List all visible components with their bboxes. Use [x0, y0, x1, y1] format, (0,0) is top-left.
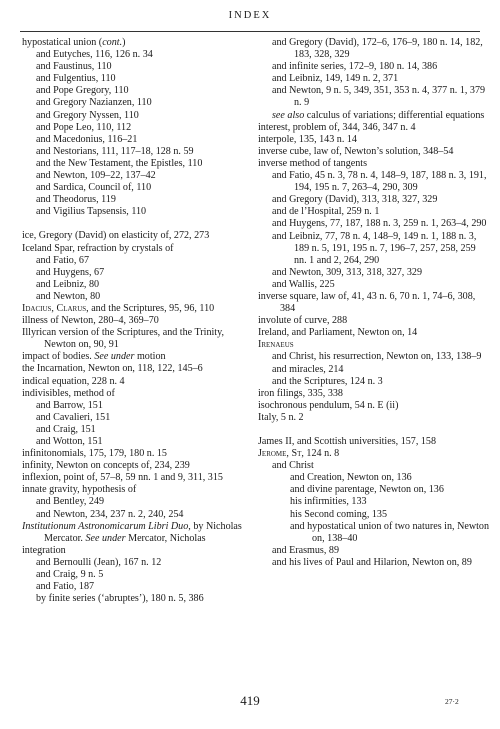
index-subentry: and Christ, his resurrection, Newton on, 133, 138–9 [272, 351, 482, 363]
index-subentry: and Creation, Newton on, 136 [290, 472, 412, 484]
index-subentry: and the New Testament, the Epistles, 110 [36, 157, 203, 169]
index-subentry: and his lives of Paul and Hilarion, Newton on, 89 [272, 556, 472, 568]
index-subentry: and Nestorians, 111, 117–18, 128 n. 59 [36, 145, 194, 157]
index-entry: interest, problem of, 344, 346, 347 n. 4 [258, 121, 416, 133]
index-subentry: his infirmities, 133 [290, 496, 367, 508]
index-entry: James II, and Scottish universities, 157, 158 [258, 436, 437, 447]
index-subentry: and infinite series, 172–9, 180 n. 14, 386 [272, 61, 438, 73]
index-entry: the Incarnation, Newton on, 118, 122, 145–6 [22, 363, 203, 375]
index-subentry: and Wotton, 151 [36, 436, 103, 447]
index-entry: innate gravity, hypothesis of [22, 484, 137, 496]
index-subentry: and Newton, 80 [36, 290, 101, 302]
index-subentry: and Barrow, 151 [36, 399, 103, 411]
index-entry: ice, Gregory (David) on elasticity of, 272, 273 [22, 230, 210, 242]
index-subentry: and Huygens, 77, 187, 188 n. 3, 259 n. 1, 263–4, 290 [272, 218, 487, 230]
index-entry: illness of Newton, 280–4, 369–70 [22, 315, 159, 327]
index-entry: integration [22, 544, 66, 556]
entry-spacer [22, 218, 254, 230]
index-subentry: and miracles, 214 [272, 363, 344, 375]
index-subentry: and Pope Gregory, 110 [36, 85, 129, 97]
index-entry: Ireland, and Parliament, Newton on, 14 [258, 327, 418, 339]
index-entry: interpole, 135, 143 n. 14 [258, 133, 357, 145]
entry-spacer [258, 424, 490, 436]
page-number: 419 [240, 693, 260, 708]
index-entry: inverse square, law of, 41, 43 n. 6, 70 n. 1, 74–6, 308, 384 [258, 290, 476, 315]
index-subentry: and Gregory Nazianzen, 110 [36, 97, 152, 109]
index-subentry: and Gregory (David), 172–6, 176–9, 180 n. 14, 182, 183, 328, 329 [272, 37, 483, 61]
index-entry: impact of bodies. See under motion [22, 351, 166, 363]
index-entry: inflexion, point of, 57–8, 59 nn. 1 and 9, 311, 315 [22, 472, 223, 484]
index-subentry: and Erasmus, 89 [272, 544, 339, 556]
index-subentry: and Craig, 9 n. 5 [36, 569, 104, 581]
index-subentry: and Macedonius, 116–21 [36, 133, 138, 145]
index-subentry: his Second coming, 135 [290, 508, 388, 520]
index-subentry: and Newton, 234, 237 n. 2, 240, 254 [36, 508, 184, 520]
index-subentry: and Christ [272, 460, 314, 472]
index-subentry: and Wallis, 225 [272, 278, 335, 290]
index-subentry: and Newton, 9 n. 5, 349, 351, 353 n. 4, 377 n. 1, 379 n. 9 [272, 85, 486, 109]
index-entry: hypostatical union (cont.) [22, 37, 126, 48]
index-entry: Idacius, Clarus, and the Scriptures, 95, 96, 110 [22, 302, 215, 314]
index-subentry: and Faustinus, 110 [36, 61, 112, 73]
index-subentry: and Cavalieri, 151 [36, 411, 111, 423]
index-subentry: and Fatio, 187 [36, 581, 95, 593]
index-entry: infinitonomials, 175, 179, 180 n. 15 [22, 448, 167, 460]
header-rule [20, 31, 480, 32]
index-subentry: and Leibniz, 77, 78 n. 4, 148–9, 149 n. 1, 188 n. 3, 189 n. 5, 191, 195 n. 7, 196–7, 257, 258, 259 nn. 1 and 2, 264, 290 [272, 230, 477, 266]
index-subentry: and Fatio, 67 [36, 254, 89, 266]
index-subentry: and the Scriptures, 124 n. 3 [272, 375, 383, 387]
index-subentry: and Leibniz, 149, 149 n. 2, 371 [272, 73, 399, 85]
index-column-right [258, 37, 490, 569]
index-entry: Institutionum Astronomicarum Libri Duo, by Nicholas Mercator. See under Mercator, Nicholas [22, 520, 242, 544]
index-entry: Italy, 5 n. 2 [258, 411, 304, 423]
index-entry: infinity, Newton on concepts of, 234, 239 [22, 460, 190, 472]
index-subentry: and Eutyches, 116, 126 n. 34 [36, 49, 153, 61]
index-subentry: and Newton, 309, 313, 318, 327, 329 [272, 266, 422, 278]
index-entry: Iceland Spar, refraction by crystals of [22, 242, 174, 254]
index-subentry: and divine parentage, Newton on, 136 [290, 484, 444, 496]
index-entry: indivisibles, method of [22, 387, 115, 399]
index-subentry: by finite series (‘abruptes’), 180 n. 5, 386 [36, 593, 204, 605]
index-subentry: and Leibniz, 80 [36, 278, 100, 290]
index-subentry: and Gregory Nyssen, 110 [36, 109, 139, 121]
index-subentry: and Fatio, 45 n. 3, 78 n. 4, 148–9, 187, 188 n. 3, 191, 194, 195 n. 7, 263–4, 290, 309 [272, 170, 487, 194]
index-subentry: and Vigilius Tapsensis, 110 [36, 206, 147, 218]
index-entry: inverse cube, law of, Newton’s solution, 348–54 [258, 145, 454, 157]
index-subentry: and Craig, 151 [36, 423, 96, 435]
index-subentry: and de l’Hospital, 259 n. 1 [272, 206, 380, 218]
index-subentry: and Gregory (David), 313, 318, 327, 329 [272, 194, 438, 206]
index-entry: Illyrican version of the Scriptures, and the Trinity, Newton on, 90, 91 [22, 327, 225, 351]
index-entry: Jerome, St, 124 n. 8 [258, 448, 340, 460]
index-subentry: and Bentley, 249 [36, 496, 105, 508]
index-subentry: and Sardica, Council of, 110 [36, 182, 152, 194]
index-subentry: and Pope Leo, 110, 112 [36, 121, 132, 133]
index-entry: inverse method of tangents [258, 157, 368, 169]
index-subentry: and hypostatical union of two natures in, Newton on, 138–40 [290, 520, 490, 544]
index-entry: involute of curve, 288 [258, 315, 348, 327]
index-subentry: and Fulgentius, 110 [36, 73, 116, 85]
index-column-left [22, 37, 254, 605]
index-subentry: see also calculus of variations; differential equations [272, 109, 485, 121]
index-entry: indical equation, 228 n. 4 [22, 375, 125, 387]
index-subentry: and Newton, 109–22, 137–42 [36, 170, 156, 182]
index-entry: Irenaeus [258, 339, 294, 351]
index-entry: iron filings, 335, 338 [258, 387, 343, 399]
running-header: INDEX [228, 10, 272, 21]
index-subentry: and Theodorus, 119 [36, 194, 116, 206]
index-subentry: and Huygens, 67 [36, 266, 105, 278]
index-subentry: and Bernoulli (Jean), 167 n. 12 [36, 556, 162, 568]
index-entry: isochronous pendulum, 54 n. E (ii) [258, 399, 399, 411]
signature-mark: 27·2 [445, 697, 459, 706]
